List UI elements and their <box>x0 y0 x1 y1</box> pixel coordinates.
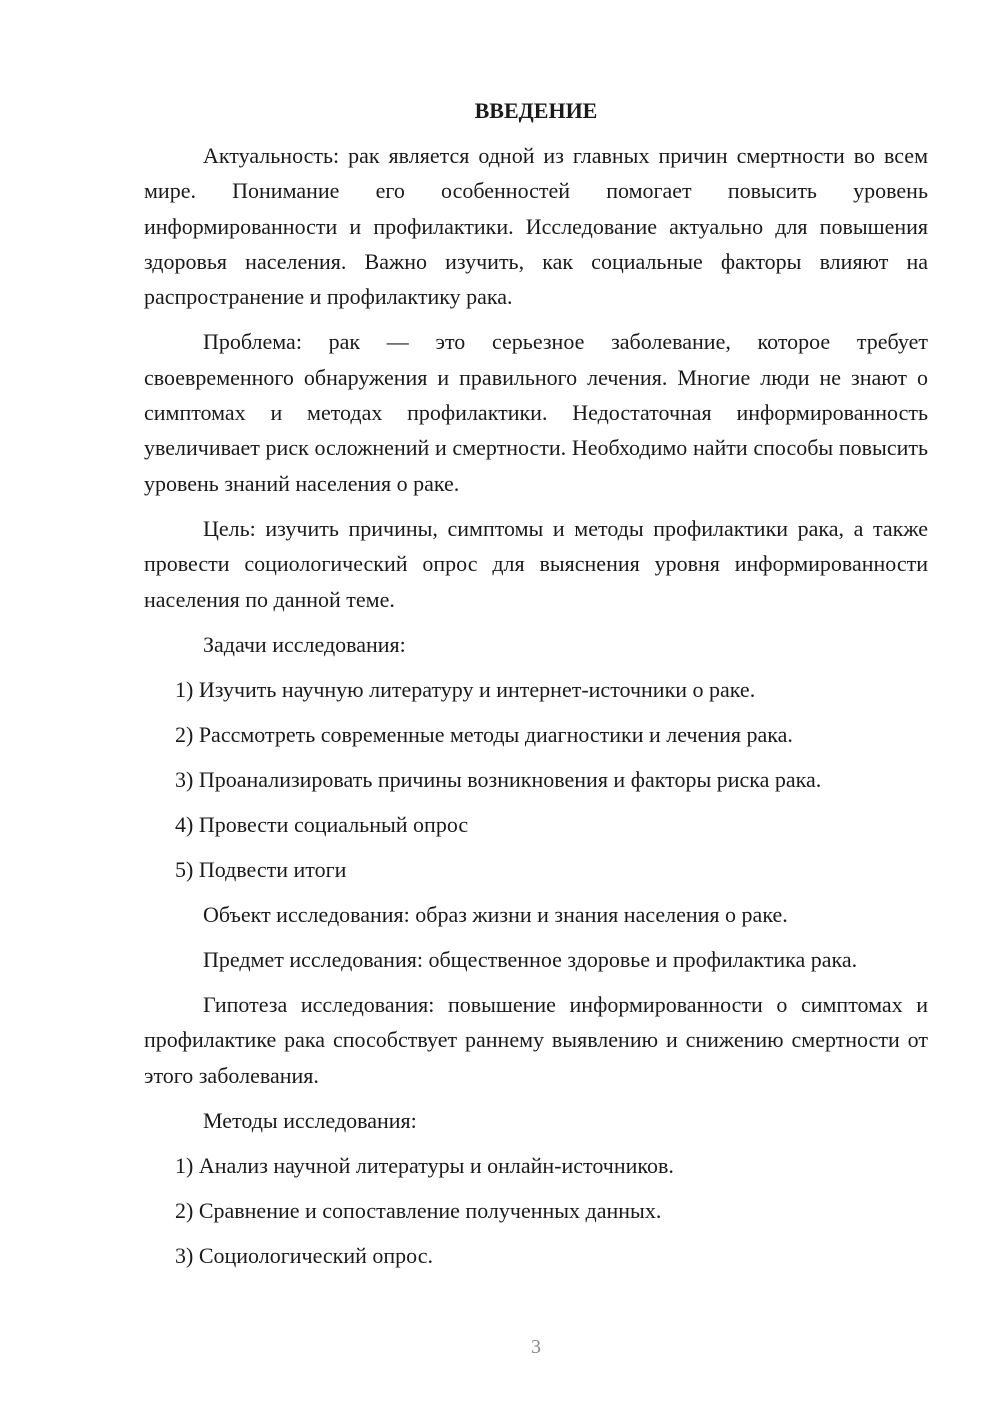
tasks-list <box>144 672 928 887</box>
task-item: 2) Рассмотреть современные методы диагностики и лечения рака. <box>175 721 793 747</box>
hypothesis-paragraph: Гипотеза исследования: повышение информированности о симптомах и профилактике рака способствует раннему выявлению и снижению смертности от этого заболевания. <box>144 992 928 1088</box>
section-title: ВВЕДЕНИЕ <box>474 98 598 123</box>
methods-list <box>144 1148 928 1273</box>
method-item: 1) Анализ научной литературы и онлайн-источников. <box>175 1153 674 1179</box>
task-item: 1) Изучить научную литературу и интернет-источники о раке. <box>175 676 756 702</box>
methods-heading: Методы исследования: <box>203 1108 417 1134</box>
task-item: 4) Провести социальный опрос <box>175 811 469 837</box>
task-item: 3) Проанализировать причины возникновения и факторы риска рака. <box>175 766 822 792</box>
subject-paragraph: Предмет исследования: общественное здоровье и профилактика рака. <box>203 946 858 972</box>
goal-paragraph: Цель: изучить причины, симптомы и методы профилактики рака, а также провести социологический опрос для выяснения уровня информированности населения по данной теме. <box>144 515 928 612</box>
problem-paragraph: Проблема: рак — это серьезное заболевание, которое требует своевременного обнаружения и правильного лечения. Многие люди не знают о симптомах и методах профилактики. Недостаточная информированность увеличивает риск осложнений и смертности. Необходимо найти способы повысить уровень знаний населения о раке. <box>144 329 928 496</box>
method-item: 2) Сравнение и сопоставление полученных данных. <box>175 1198 662 1224</box>
page-number: 3 <box>531 1336 541 1358</box>
relevance-paragraph: Актуальность: рак является одной из главных причин смертности во всем мире. Понимание его особенностей помогает повысить уровень информированности и профилактики. Исследование актуально для повышения здоровья населения. Важно изучить, как социальные факторы влияют на распространение и профилактику рака. <box>144 143 928 310</box>
method-item: 3) Социологический опрос. <box>175 1243 433 1269</box>
object-paragraph: Объект исследования: образ жизни и знания населения о раке. <box>203 901 788 927</box>
document-page <box>144 94 928 1283</box>
tasks-heading: Задачи исследования: <box>203 631 406 657</box>
task-item: 5) Подвести итоги <box>175 856 347 882</box>
